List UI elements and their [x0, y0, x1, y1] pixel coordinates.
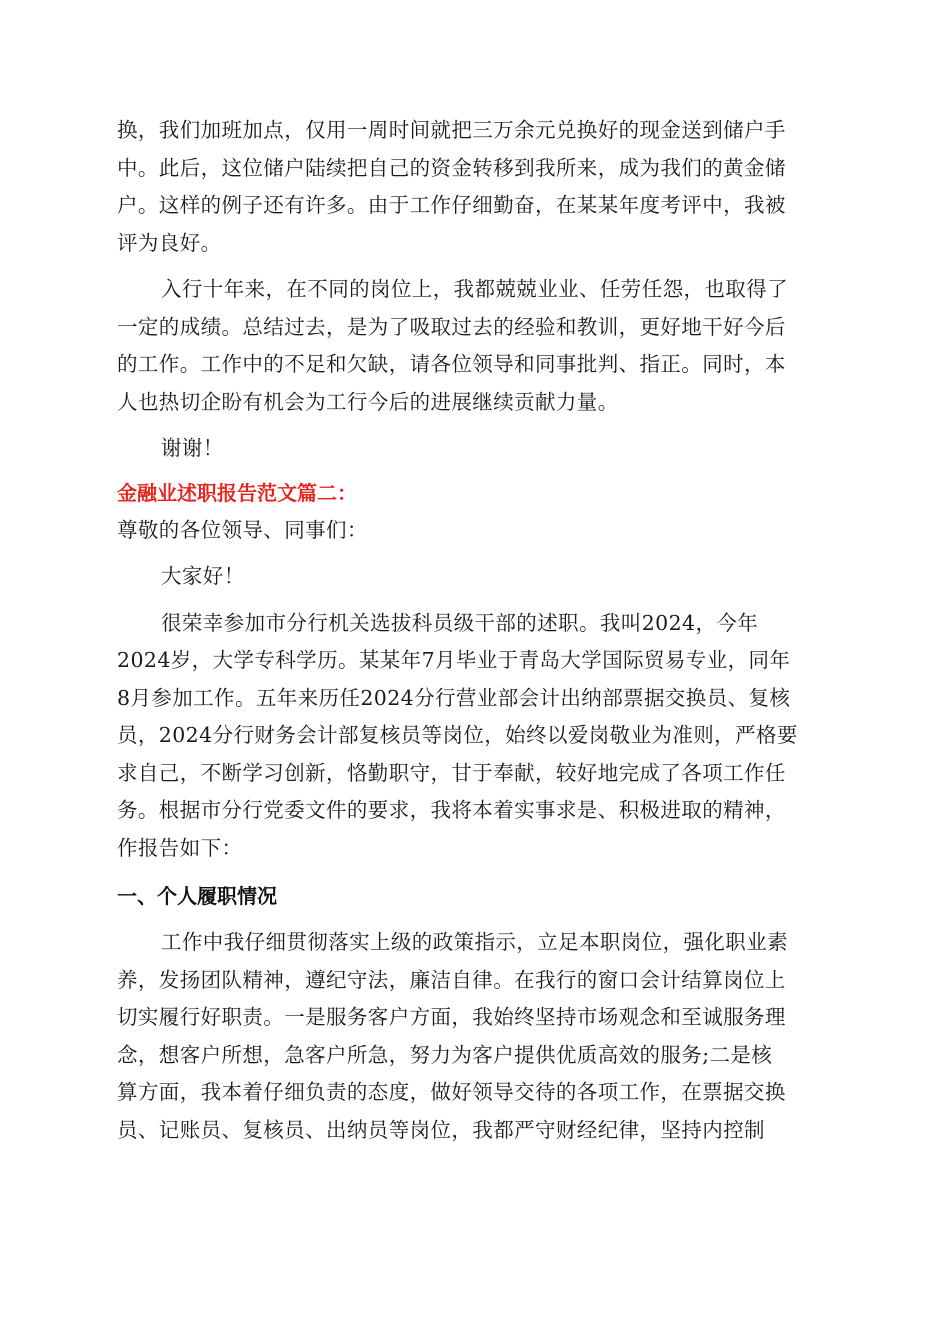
- text-line: 工作中我仔细贯彻落实上级的政策指示，立足本职岗位，强化职业素: [161, 930, 788, 954]
- text-line: 户。这样的例子还有许多。由于工作仔细勤奋，在某某年度考评中，我被: [117, 193, 786, 217]
- text-line: 2024岁，大学专科学历。某某年7月毕业于青岛大学国际贸易专业，同年: [117, 648, 791, 672]
- text-line: 8月参加工作。五年来历任2024分行营业部会计出纳部票据交换员、复核: [117, 685, 791, 710]
- subheading: 一、个人履职情况: [117, 884, 277, 908]
- paragraph-5: [117, 924, 835, 1149]
- section-title: 金融业述职报告范文篇二：: [117, 480, 357, 505]
- text-line: 员，2024分行财务会计部复核员等岗位，始终以爱岗敬业为准则，严格要: [117, 723, 798, 747]
- document-page: [117, 112, 835, 1149]
- text-line: 的工作。工作中的不足和欠缺，请各位领导和同事批判、指正。同时，本: [117, 352, 786, 376]
- thanks-line: 谢谢！: [161, 436, 224, 460]
- text-line: 换，我们加班加点，仅用一周时间就把三万余元兑换好的现金送到储户手: [117, 118, 786, 142]
- text-line: 人也热切企盼有机会为工行今后的进展继续贡献力量。: [117, 389, 619, 414]
- text-line: 员、记账员、复核员、出纳员等岗位，我都严守财经纪律，坚持内控制: [117, 1117, 765, 1142]
- paragraph-2: [117, 271, 835, 421]
- text-line: 评为良好。: [117, 230, 222, 255]
- text-line: 算方面，我本着仔细负责的态度，做好领导交待的各项工作，在票据交换: [117, 1080, 786, 1104]
- text-line: 切实履行好职责。一是服务客户方面，我始终坚持市场观念和至诚服务理: [117, 1005, 786, 1029]
- text-line: 务。根据市分行党委文件的要求，我将本着实事求是、积极进取的精神，: [117, 798, 786, 822]
- text-line: 很荣幸参加市分行机关选拔科员级干部的述职。我叫2024，今年: [161, 610, 759, 635]
- paragraph-4: [117, 605, 835, 868]
- text-line: 入行十年来，在不同的岗位上，我都兢兢业业、任劳任怨，也取得了: [161, 277, 788, 301]
- text-line: 念，想客户所想，急客户所急，努力为客户提供优质高效的服务;二是核: [117, 1042, 773, 1067]
- text-line: 中。此后，这位储户陆续把自己的资金转移到我所来，成为我们的黄金储: [117, 155, 786, 180]
- text-line: 一定的成绩。总结过去，是为了吸取过去的经验和教训，更好地干好今后: [117, 314, 786, 339]
- text-line: 养，发扬团队精神，遵纪守法，廉洁自律。在我行的窗口会计结算岗位上: [117, 967, 786, 992]
- text-line: 求自己，不断学习创新，恪勤职守，甘于奉献，较好地完成了各项工作任: [117, 760, 786, 785]
- greeting: 大家好！: [161, 564, 245, 588]
- paragraph-1: [117, 112, 835, 262]
- text-line: 作报告如下：: [117, 835, 243, 860]
- salutation: 尊敬的各位领导、同事们：: [117, 517, 368, 542]
